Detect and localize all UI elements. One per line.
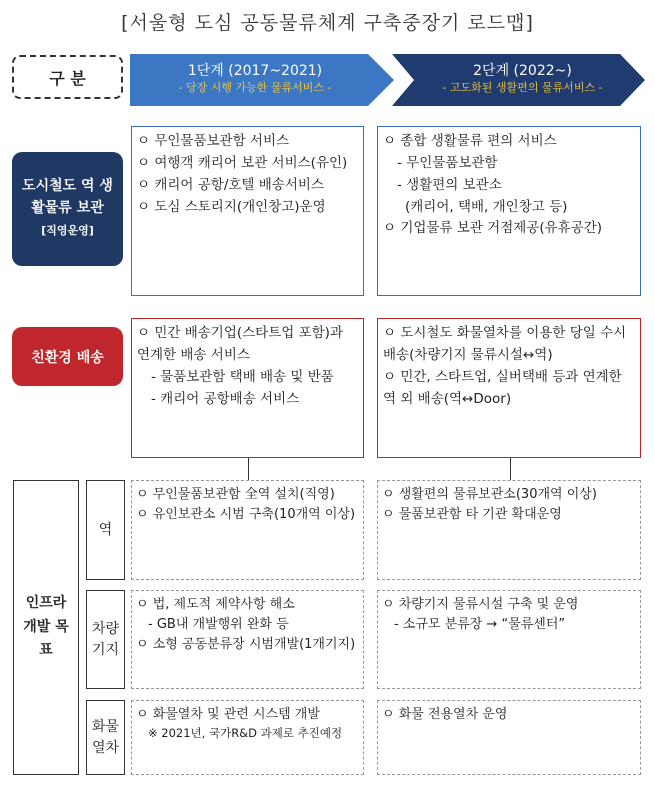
freight-label-line: 화물	[91, 718, 120, 735]
list-item: ㅇ 무인물품보관함 서비스	[137, 133, 290, 149]
infra-station-label: 역	[86, 480, 125, 580]
category-station-storage	[12, 152, 123, 266]
depot-label-line: 기지	[91, 641, 120, 658]
infra-station-stage2	[377, 480, 641, 580]
infra-freight-stage1	[131, 700, 364, 775]
list-item: ㅇ 민간, 스타트업, 실버택배 등과 연계한 역 외 배송(역↔Door)	[383, 368, 622, 407]
category-label: 활물류 보관	[31, 200, 104, 217]
list-item: ㅇ 무인물품보관함 全역 설치(직영)	[136, 487, 335, 502]
list-item: ㅇ 소형 공동분류장 시범개발(1개기지)	[136, 637, 356, 653]
connector-line	[248, 458, 249, 480]
category-sublabel: [직영운영]	[41, 223, 94, 237]
station-storage-stage1-box	[131, 126, 364, 296]
note-text: ※ 2021년, 국가R&D 과제로 추진예정	[148, 726, 343, 741]
stage1-subtitle: - 당장 시행 가능한 물류서비스 -	[178, 80, 332, 94]
list-item: ㅇ 유인보관소 시범 구축(10개역 이상)	[136, 507, 356, 523]
category-label: 개발 목	[23, 618, 69, 635]
stage1-title: 1단계 (2017~2021)	[187, 63, 323, 79]
station-storage-stage2-box	[377, 126, 641, 296]
list-item: ㅇ 생활편의 물류보관소(30개역 이상)	[382, 487, 597, 502]
freight-label-line: 열차	[91, 739, 120, 756]
list-item: ㅇ 여행객 캐리어 보관 서비스(유인)	[137, 154, 348, 171]
list-subitem: - GB내 개발행위 완화 등	[148, 617, 289, 633]
list-item: ㅇ 종합 생활물류 편의 서비스	[383, 133, 557, 149]
infra-freight-label	[86, 700, 125, 775]
stage2-header	[415, 62, 630, 96]
list-item: ㅇ 기업물류 보관 거점제공(유휴공간)	[383, 220, 603, 237]
list-item: ㅇ 화물 전용열차 운영	[382, 707, 508, 722]
list-subitem: (캐리어, 택배, 개인창고 등)	[405, 198, 568, 215]
list-subitem: - 소규모 분류장 → “물류센터”	[394, 617, 566, 633]
infra-depot-stage1	[131, 590, 364, 689]
category-label: 인프라	[25, 594, 67, 611]
category-eco-delivery: 친환경 배송	[12, 327, 123, 386]
stage-arrows	[130, 54, 645, 106]
list-subitem: - 물품보관함 택배 배송 및 반품	[151, 368, 334, 385]
category-header: 구 분	[12, 55, 123, 99]
list-subitem: - 무인물품보관함	[397, 154, 498, 171]
category-label: 도시철도 역 생	[22, 178, 113, 195]
connector-line	[510, 458, 511, 480]
page-title: [서울형 도심 공동물류체계 구축중장기 로드맵]	[121, 12, 534, 34]
depot-label-line: 차량	[91, 620, 120, 637]
stage2-title: 2단계 (2022~)	[473, 63, 572, 79]
category-label: 표	[39, 642, 53, 659]
infra-freight-stage2	[377, 700, 641, 775]
list-item: ㅇ 화물열차 및 관련 시스템 개발	[136, 707, 320, 722]
infra-depot-label	[86, 590, 125, 689]
list-item: ㅇ 물품보관함 타 기관 확대운영	[382, 507, 562, 523]
list-item: ㅇ 법, 제도적 제약사항 해소	[136, 597, 295, 612]
list-item: ㅇ 캐리어 공항/호텔 배송서비스	[137, 176, 324, 193]
eco-delivery-stage2-box	[377, 318, 641, 458]
list-item: ㅇ 민간 배송기업(스타트업 포함)과 연계한 배송 서비스	[137, 325, 343, 363]
list-item: ㅇ 도시철도 화물열차를 이용한 당일 수시배송(차량기지 물류시설↔역)	[383, 325, 627, 363]
stage1-header	[130, 62, 380, 96]
list-item: ㅇ 차량기지 물류시설 구축 및 운영	[382, 597, 579, 612]
category-infra	[13, 480, 79, 775]
stage2-subtitle: - 고도화된 생활편의 물류서비스 -	[442, 80, 603, 94]
infra-station-stage1	[131, 480, 364, 580]
eco-delivery-stage1-box	[131, 318, 364, 458]
list-subitem: - 캐리어 공항배송 서비스	[151, 390, 300, 407]
infra-depot-stage2	[377, 590, 641, 689]
list-item: ㅇ 도심 스토리지(개인창고)운영	[137, 198, 326, 215]
list-subitem: - 생활편의 보관소	[397, 176, 502, 193]
